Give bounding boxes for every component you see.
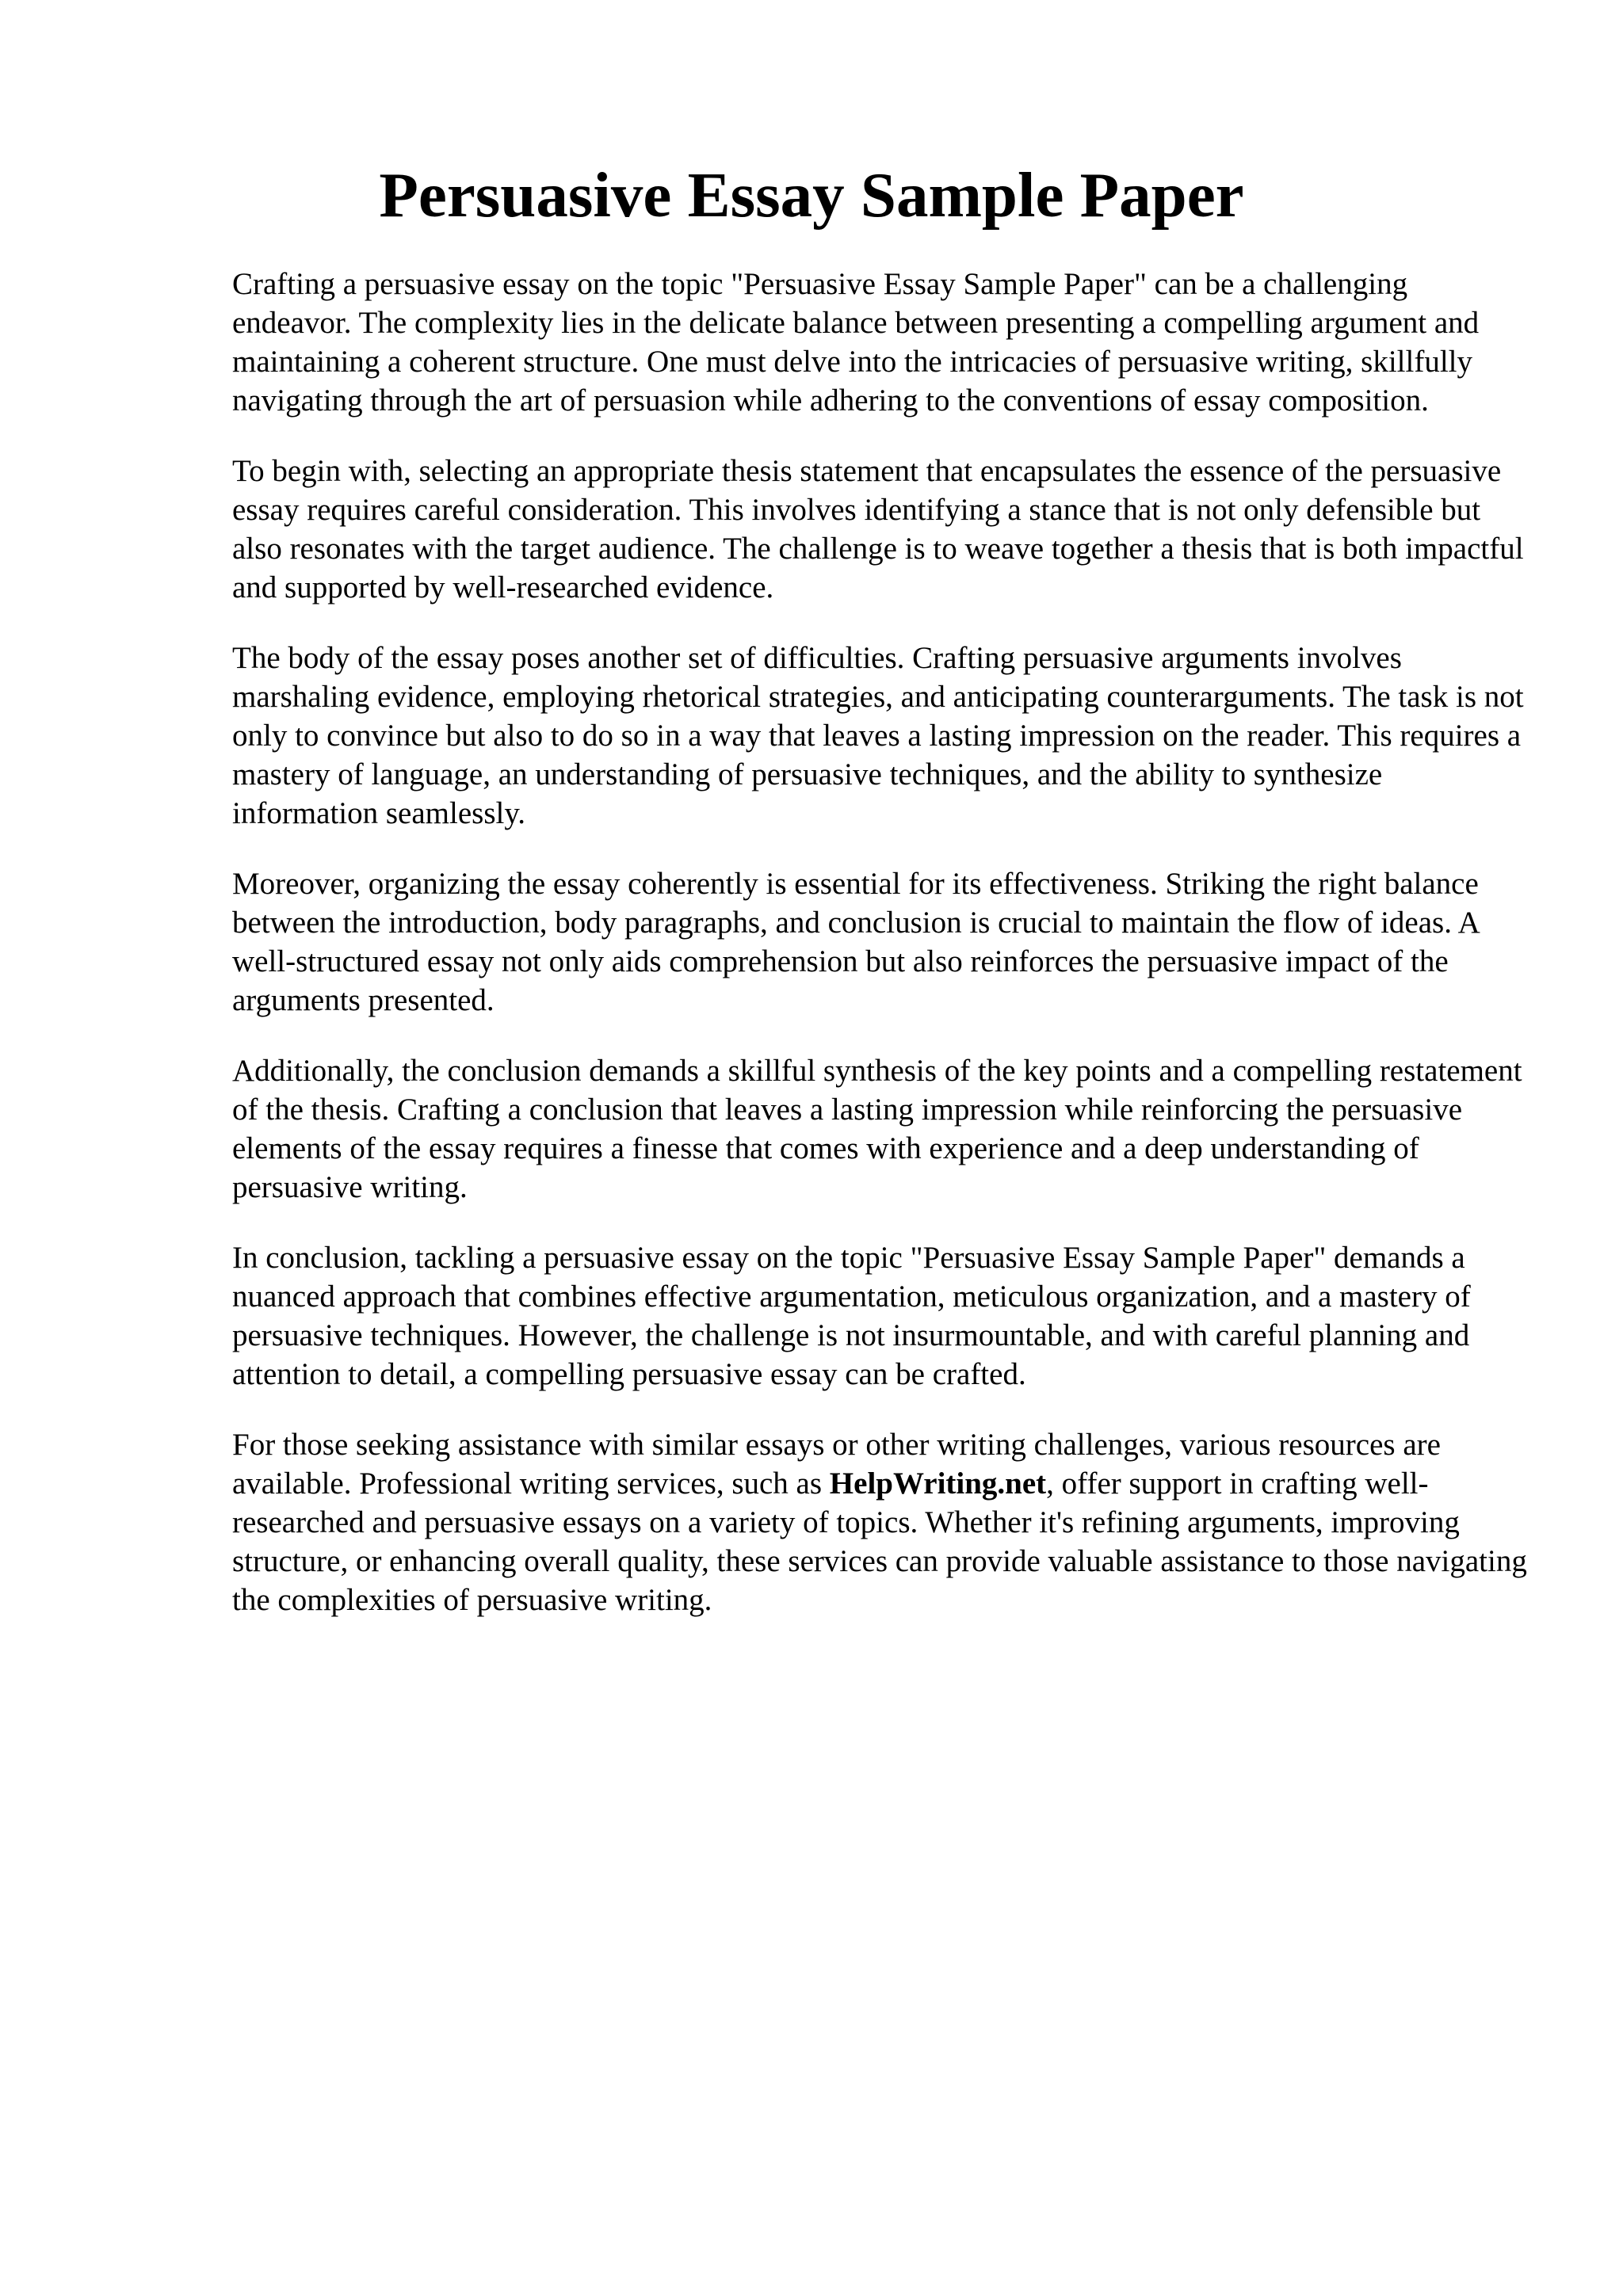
assistance-text-before: For those seeking assistance with similar essays or other writing challenges, various resources are available. Professional writing services, such as: [232, 1428, 1441, 1501]
helpwriting-brand-text: HelpWriting.net: [829, 1466, 1047, 1501]
paragraph-organization: Moreover, organizing the essay coherently is essential for its effectiveness. Striking the right balance between the introduction, body paragraphs, and conclusion is crucial to maintain the flow of ideas. A well-structured essay not only aids comprehension but also reinforces the persuasive impact of the arguments presented.: [232, 867, 1479, 1017]
paragraph-intro: Crafting a persuasive essay on the topic "Persuasive Essay Sample Paper" can be a challenging endeavor. The complexity lies in the delicate balance between presenting a compelling argument and maintaining a coherent structure. One must delve into the intricacies of persuasive writing, skillfully navigating through the art of persuasion while adhering to the conventions of essay composition.: [232, 267, 1480, 418]
paragraph-thesis: To begin with, selecting an appropriate thesis statement that encapsulates the essence of the persuasive essay requires careful consideration. This involves identifying a stance that is not only defensible but also resonates with the target audience. The challenge is to weave together a thesis that is both impactful and supported by well-researched evidence.: [232, 454, 1524, 605]
paragraph-conclusion-demands: Additionally, the conclusion demands a skillful synthesis of the key points and a compelling restatement of the thesis. Crafting a conclusion that leaves a lasting impression while reinforcing the persuasive elements of the essay requires a finesse that comes with experience and a deep understanding of persuasive writing.: [232, 1054, 1522, 1204]
paragraph-in-conclusion: In conclusion, tackling a persuasive essay on the topic "Persuasive Essay Sample Paper" demands a nuanced approach that combines effective argumentation, meticulous organization, and a mastery of persuasive techniques. However, the challenge is not insurmountable, and with careful planning and attention to detail, a compelling persuasive essay can be crafted.: [232, 1241, 1471, 1391]
document-body: [232, 265, 1532, 1651]
paragraph-body: The body of the essay poses another set of difficulties. Crafting persuasive arguments involves marshaling evidence, employing rhetorical strategies, and anticipating counterarguments. The task is not only to convince but also to do so in a way that leaves a lasting impression on the reader. This requires a mastery of language, an understanding of persuasive techniques, and the ability to synthesize information seamlessly.: [232, 641, 1524, 830]
paragraph-assistance: [232, 1425, 1532, 1619]
document-title: Persuasive Essay Sample Paper: [379, 159, 1244, 231]
assistance-text-after: , offer support in crafting well-researched and persuasive essays on a variety of topics. Whether it's refining arguments, improving structure, or enhancing overall quality, these services can provide valuable assistance to those navigating the complexities of persuasive writing.: [232, 1466, 1527, 1617]
